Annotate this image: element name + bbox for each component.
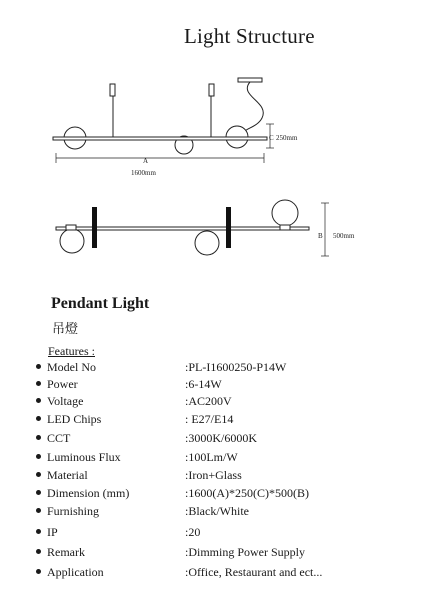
side-view-drawing [56, 200, 329, 256]
bullet-icon [36, 364, 41, 369]
spec-label: Power [47, 377, 78, 391]
glass-globe [60, 229, 84, 253]
bullet-icon [36, 529, 41, 534]
dimension-c-label: C [269, 134, 274, 142]
dimension-a-value: 1600mm [131, 169, 156, 177]
product-name: Pendant Light [51, 295, 150, 312]
structure-drawing [0, 0, 432, 290]
glass-globe [195, 231, 219, 255]
spec-label: Application [47, 565, 104, 579]
spec-value: : E27/E14 [185, 412, 234, 426]
spec-label: LED Chips [47, 412, 102, 426]
dimension-b-value: 500mm [333, 232, 355, 240]
bullet-icon [36, 569, 41, 574]
wire-clamp [209, 84, 214, 96]
mounting-plate [226, 207, 231, 248]
lamp-holder [66, 225, 76, 230]
spec-row-material [36, 468, 426, 486]
spec-value: :1600(A)*250(C)*500(B) [185, 486, 309, 500]
lamp-holder [280, 225, 290, 230]
spec-value: :Office, Restaurant and ect... [185, 565, 323, 579]
spec-label: Material [47, 468, 88, 482]
product-name-chinese: 吊燈 [52, 322, 79, 337]
spec-row-power [36, 377, 426, 395]
spec-value: :100Lm/W [185, 450, 238, 464]
bullet-icon [36, 454, 41, 459]
bullet-icon [36, 381, 41, 386]
spec-value: :AC200V [185, 394, 232, 408]
spec-value: :Dimming Power Supply [185, 545, 306, 559]
spec-row-cct [36, 431, 426, 449]
spec-value: :6-14W [185, 377, 222, 391]
features-heading: Features : [48, 344, 95, 358]
bullet-icon [36, 472, 41, 477]
spec-row-luminous-flux [36, 450, 426, 468]
dimension-c-value: 250mm [276, 134, 298, 142]
bullet-icon [36, 416, 41, 421]
spec-label: CCT [47, 431, 71, 445]
spec-row-model-no [36, 360, 426, 378]
spec-label: Model No [47, 360, 96, 374]
spec-label: Voltage [47, 394, 84, 408]
spec-label: Furnishing [47, 504, 100, 518]
page-title: Light Structure [184, 24, 315, 48]
spec-row-voltage [36, 394, 426, 412]
spec-value: :Iron+Glass [185, 468, 242, 482]
dimension-b-label: B [318, 232, 323, 240]
spec-row-application [36, 565, 426, 583]
spec-label: Dimension (mm) [47, 486, 130, 500]
wire-clamp [110, 84, 115, 96]
bullet-icon [36, 490, 41, 495]
spec-value: :3000K/6000K [185, 431, 257, 445]
spec-value: :20 [185, 525, 201, 539]
bullet-icon [36, 435, 41, 440]
front-view-drawing [53, 78, 274, 163]
spec-row-dimension [36, 486, 426, 504]
ceiling-canopy [238, 78, 262, 82]
spec-label: Remark [47, 545, 85, 559]
lamp-bar-overlay [53, 137, 267, 140]
spec-value: :PL-I1600250-P14W [185, 360, 287, 374]
bullet-icon [36, 549, 41, 554]
mounting-plate [92, 207, 97, 248]
spec-row-ip [36, 525, 426, 543]
spec-label: Luminous Flux [47, 450, 121, 464]
spec-value: :Black/White [185, 504, 249, 518]
spec-label: IP [47, 525, 58, 539]
bullet-icon [36, 508, 41, 513]
bullet-icon [36, 398, 41, 403]
dimension-a-label: A [143, 157, 149, 165]
spec-row-furnishing [36, 504, 426, 522]
glass-globe [272, 200, 298, 226]
power-cable [245, 82, 263, 131]
spec-row-led-chips [36, 412, 426, 430]
spec-row-remark [36, 545, 426, 563]
